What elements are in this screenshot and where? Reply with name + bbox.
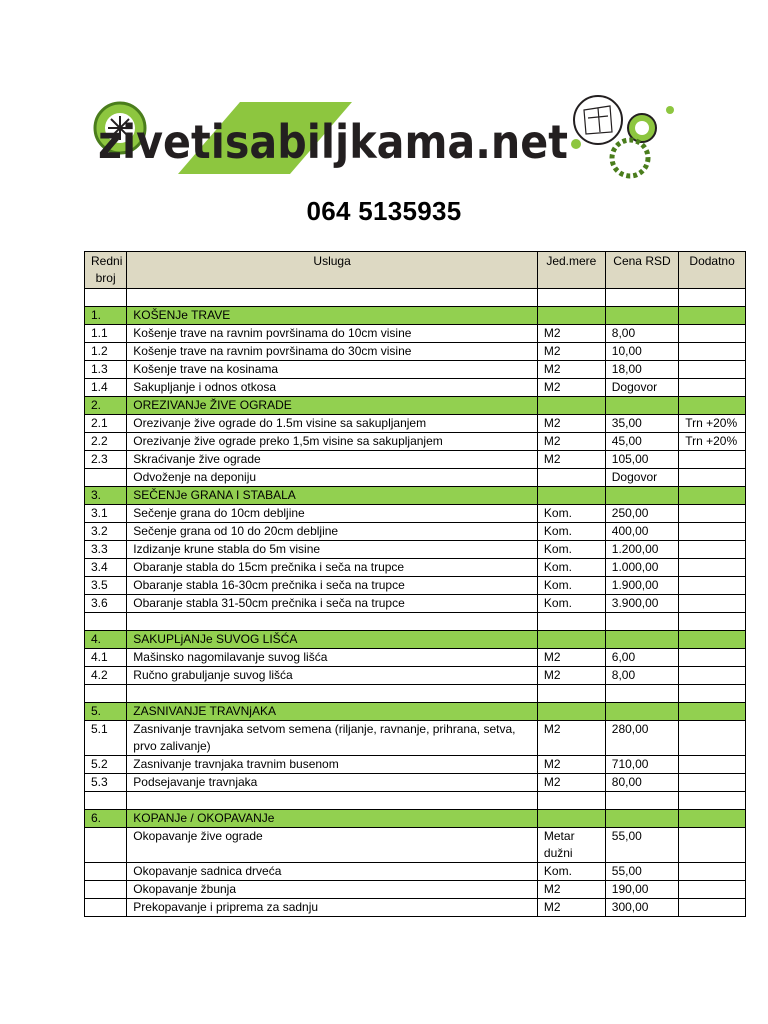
price-cell: 55,00 [605,863,678,881]
price-cell [605,792,678,810]
row-number-cell: 1.3 [85,361,127,379]
table-row [85,451,746,469]
table-row [85,541,746,559]
price-cell [605,810,678,828]
price-cell: 80,00 [605,774,678,792]
col-header-price: Cena RSD [605,252,678,289]
service-cell: Košenje trave na ravnim površinama do 10cm visine [127,325,538,343]
service-cell: Sečenje grana do 10cm debljine [127,505,538,523]
extra-cell [679,721,746,756]
row-number-cell: 3.3 [85,541,127,559]
logo-graphic [90,88,690,188]
row-number-cell [85,289,127,307]
price-cell: 300,00 [605,899,678,917]
price-table-body [85,289,746,917]
row-number-cell: 3.2 [85,523,127,541]
extra-cell [679,703,746,721]
unit-cell [537,685,605,703]
service-cell: ZASNIVANJE TRAVNjAKA [127,703,538,721]
service-cell [127,613,538,631]
table-row [85,828,746,863]
service-cell: Obaranje stabla do 15cm prečnika i seča na trupce [127,559,538,577]
table-row [85,774,746,792]
section-row [85,810,746,828]
col-header-service: Usluga [127,252,538,289]
unit-cell: Kom. [537,541,605,559]
row-number-cell: 1.2 [85,343,127,361]
garden-plan-icon [571,96,674,176]
price-cell [605,613,678,631]
service-cell: Mašinsko nagomilavanje suvog lišća [127,649,538,667]
extra-cell [679,397,746,415]
table-row [85,756,746,774]
unit-cell: M2 [537,433,605,451]
col-header-number: Redni broj [85,252,127,289]
service-cell: Sečenje grana od 10 do 20cm debljine [127,523,538,541]
table-row [85,361,746,379]
price-cell: 35,00 [605,415,678,433]
price-cell: 18,00 [605,361,678,379]
service-cell [127,289,538,307]
row-number-cell: 4. [85,631,127,649]
blank-row [85,289,746,307]
row-number-cell: 1.1 [85,325,127,343]
service-cell: Ručno grabuljanje suvog lišća [127,667,538,685]
price-cell: 10,00 [605,343,678,361]
table-row [85,667,746,685]
service-cell: KOPANJe / OKOPAVANJe [127,810,538,828]
unit-cell: Kom. [537,577,605,595]
unit-cell: M2 [537,649,605,667]
logo-text: zivetisabiljkama.net [98,115,568,169]
unit-cell: M2 [537,325,605,343]
extra-cell [679,451,746,469]
unit-cell [537,469,605,487]
extra-cell [679,379,746,397]
row-number-cell: 3.5 [85,577,127,595]
price-cell [605,289,678,307]
row-number-cell: 3.1 [85,505,127,523]
table-row [85,469,746,487]
row-number-cell: 3. [85,487,127,505]
unit-cell: Metar dužni [537,828,605,863]
row-number-cell [85,881,127,899]
extra-cell: Trn +20% [679,415,746,433]
table-row [85,559,746,577]
price-cell [605,487,678,505]
extra-cell [679,685,746,703]
price-cell: 8,00 [605,667,678,685]
table-row [85,433,746,451]
unit-cell: M2 [537,361,605,379]
price-table-header [85,252,746,289]
row-number-cell [85,685,127,703]
extra-cell [679,774,746,792]
extra-cell [679,810,746,828]
col-header-extra: Dodatno [679,252,746,289]
section-row [85,307,746,325]
price-cell: 8,00 [605,325,678,343]
price-cell: 250,00 [605,505,678,523]
extra-cell [679,343,746,361]
extra-cell [679,487,746,505]
extra-cell [679,828,746,863]
section-row [85,487,746,505]
service-cell: Obaranje stabla 16-30cm prečnika i seča na trupce [127,577,538,595]
service-cell [127,685,538,703]
extra-cell: Trn +20% [679,433,746,451]
price-cell [605,703,678,721]
row-number-cell: 4.1 [85,649,127,667]
row-number-cell: 5.2 [85,756,127,774]
table-row [85,649,746,667]
extra-cell [679,899,746,917]
price-cell: Dogovor [605,379,678,397]
col-header-unit: Jed.mere [537,252,605,289]
row-number-cell: 3.6 [85,595,127,613]
extra-cell [679,595,746,613]
unit-cell: Kom. [537,863,605,881]
price-cell: 45,00 [605,433,678,451]
row-number-cell [85,899,127,917]
price-cell: 1.000,00 [605,559,678,577]
table-row [85,343,746,361]
unit-cell [537,810,605,828]
unit-cell: Kom. [537,595,605,613]
extra-cell [679,307,746,325]
unit-cell: M2 [537,721,605,756]
unit-cell [537,631,605,649]
extra-cell [679,577,746,595]
unit-cell: M2 [537,756,605,774]
price-cell: 1.900,00 [605,577,678,595]
price-cell [605,685,678,703]
extra-cell [679,325,746,343]
service-cell: Okopavanje žive ograde [127,828,538,863]
unit-cell: M2 [537,379,605,397]
unit-cell: Kom. [537,505,605,523]
service-cell: SEČENJe GRANA I STABALA [127,487,538,505]
table-row [85,523,746,541]
table-row [85,379,746,397]
price-cell: 105,00 [605,451,678,469]
table-row [85,415,746,433]
extra-cell [679,881,746,899]
service-cell: Sakupljanje i odnos otkosa [127,379,538,397]
price-cell [605,307,678,325]
service-cell: Skraćivanje žive ograde [127,451,538,469]
extra-cell [679,792,746,810]
extra-cell [679,559,746,577]
unit-cell: M2 [537,667,605,685]
extra-cell [679,505,746,523]
unit-cell: M2 [537,343,605,361]
price-cell [605,397,678,415]
row-number-cell: 5.3 [85,774,127,792]
extra-cell [679,631,746,649]
row-number-cell [85,792,127,810]
unit-cell [537,307,605,325]
price-cell: 6,00 [605,649,678,667]
extra-cell [679,289,746,307]
site-logo [90,88,690,188]
service-cell: OREZIVANJe ŽIVE OGRADE [127,397,538,415]
table-row [85,721,746,756]
unit-cell: M2 [537,899,605,917]
extra-cell [679,863,746,881]
service-cell: Podsejavanje travnjaka [127,774,538,792]
extra-cell [679,361,746,379]
table-row [85,577,746,595]
row-number-cell: 1. [85,307,127,325]
blank-row [85,792,746,810]
service-cell: Obaranje stabla 31-50cm prečnika i seča na trupce [127,595,538,613]
unit-cell: Kom. [537,523,605,541]
table-row [85,325,746,343]
row-number-cell: 2.3 [85,451,127,469]
section-row [85,703,746,721]
table-row [85,595,746,613]
service-cell: Odvoženje na deponiju [127,469,538,487]
unit-cell [537,703,605,721]
unit-cell: M2 [537,451,605,469]
blank-row [85,613,746,631]
extra-cell [679,649,746,667]
extra-cell [679,523,746,541]
price-cell: Dogovor [605,469,678,487]
row-number-cell: 2. [85,397,127,415]
service-cell: SAKUPLjANJe SUVOG LIŠĆA [127,631,538,649]
service-cell: Izdizanje krune stabla do 5m visine [127,541,538,559]
price-cell: 55,00 [605,828,678,863]
table-row [85,505,746,523]
section-row [85,397,746,415]
unit-cell: Kom. [537,559,605,577]
price-cell: 280,00 [605,721,678,756]
service-cell [127,792,538,810]
service-cell: Košenje trave na ravnim površinama do 30cm visine [127,343,538,361]
extra-cell [679,469,746,487]
extra-cell [679,756,746,774]
extra-cell [679,541,746,559]
row-number-cell: 6. [85,810,127,828]
unit-cell: M2 [537,881,605,899]
service-cell: Orezivanje žive ograde do 1.5m visine sa sakupljanjem [127,415,538,433]
price-cell: 3.900,00 [605,595,678,613]
row-number-cell: 5.1 [85,721,127,756]
service-cell: KOŠENJe TRAVE [127,307,538,325]
service-cell: Zasnivanje travnjaka setvom semena (riljanje, ravnanje, prihrana, setva, prvo zalivanje) [127,721,538,756]
unit-cell [537,613,605,631]
table-row [85,863,746,881]
unit-cell [537,792,605,810]
row-number-cell: 2.1 [85,415,127,433]
price-cell: 190,00 [605,881,678,899]
row-number-cell [85,469,127,487]
table-row [85,899,746,917]
row-number-cell: 4.2 [85,667,127,685]
phone-number: 064 5135935 [306,196,462,226]
unit-cell [537,487,605,505]
price-cell: 400,00 [605,523,678,541]
row-number-cell: 2.2 [85,433,127,451]
row-number-cell: 1.4 [85,379,127,397]
unit-cell: M2 [537,415,605,433]
row-number-cell [85,613,127,631]
price-table [84,251,746,917]
price-cell [605,631,678,649]
service-cell: Okopavanje sadnica drveća [127,863,538,881]
row-number-cell [85,863,127,881]
row-number-cell: 3.4 [85,559,127,577]
section-row [85,631,746,649]
extra-cell [679,613,746,631]
unit-cell [537,289,605,307]
service-cell: Zasnivanje travnjaka travnim busenom [127,756,538,774]
price-cell: 710,00 [605,756,678,774]
unit-cell [537,397,605,415]
row-number-cell: 5. [85,703,127,721]
unit-cell: M2 [537,774,605,792]
service-cell: Orezivanje žive ograde preko 1,5m visine sa sakupljanjem [127,433,538,451]
extra-cell [679,667,746,685]
service-cell: Prekopavanje i priprema za sadnju [127,899,538,917]
service-cell: Košenje trave na kosinama [127,361,538,379]
row-number-cell [85,828,127,863]
blank-row [85,685,746,703]
price-cell: 1.200,00 [605,541,678,559]
service-cell: Okopavanje žbunja [127,881,538,899]
table-row [85,881,746,899]
